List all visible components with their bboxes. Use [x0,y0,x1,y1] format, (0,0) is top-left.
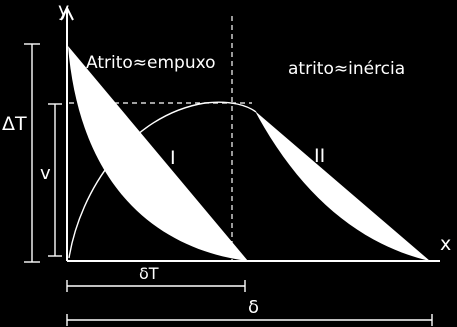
x-axis-label: x [440,233,452,255]
delta-t-sub-label: δT [139,264,159,283]
region-left-label: Atrito≈empuxo [86,53,216,73]
shape-2-label: II [314,145,326,167]
delta-label: δ [248,297,260,318]
y-axis-label: y [58,0,70,21]
region-right-label: atrito≈inércia [288,59,406,79]
v-label: v [40,163,51,184]
delta-T-label: ΔT [2,113,27,135]
shape-1-label: I [170,147,176,169]
